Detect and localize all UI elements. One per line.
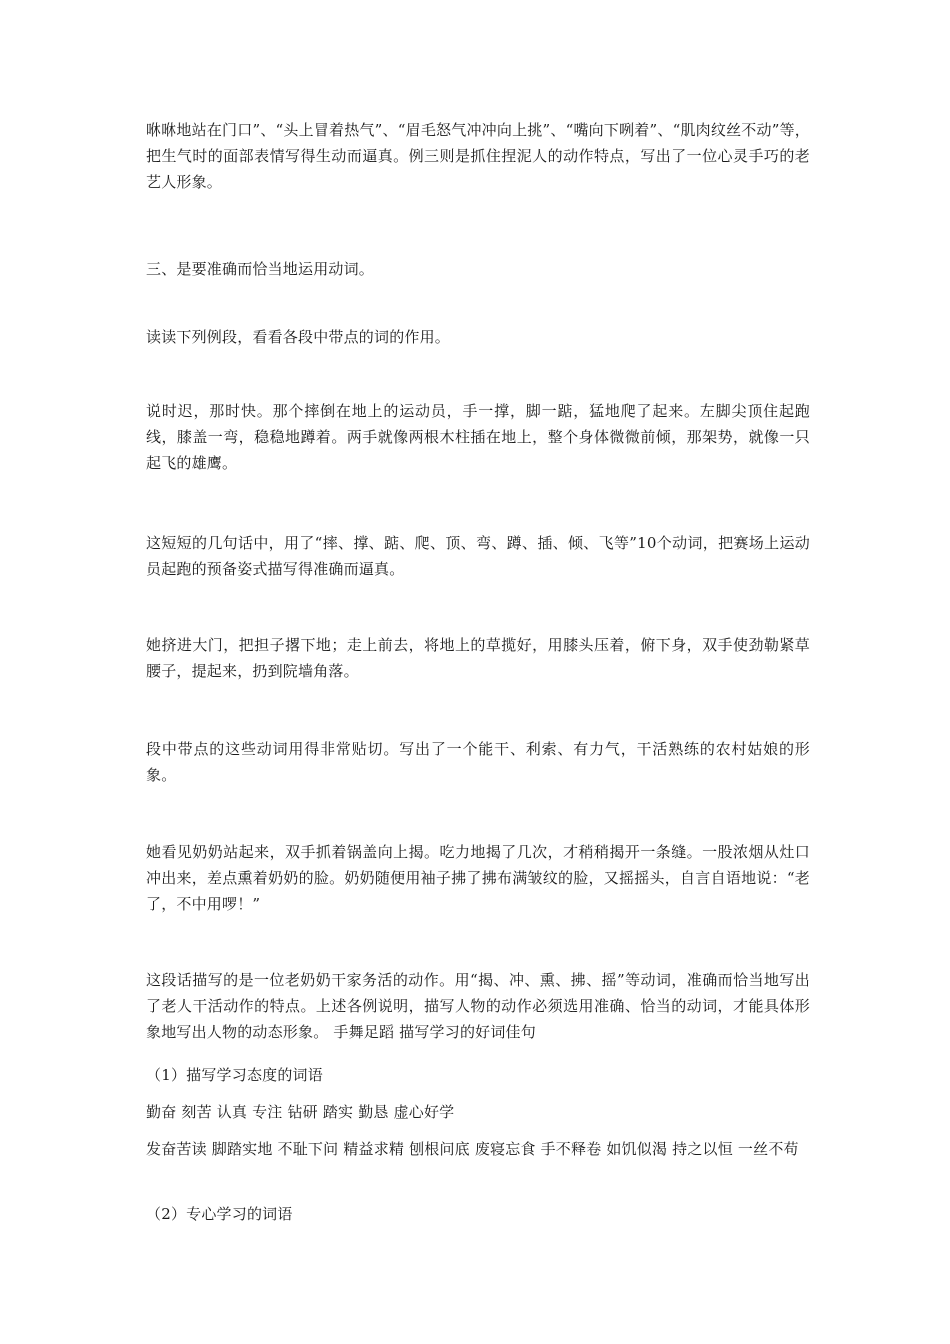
idiom-list-attitude: 发奋苦读 脚踏实地 不耻下问 精益求精 刨根问底 废寝忘食 手不释卷 如饥似渴 持之以恒 一丝不苟 — [146, 1140, 799, 1158]
word-list-attitude: 勤奋 刻苦 认真 专注 钻研 踏实 勤恳 虚心好学 — [146, 1103, 455, 1121]
list-heading-focus: （2）专心学习的词语 — [146, 1205, 293, 1223]
list-heading-attitude: （1）描写学习态度的词语 — [146, 1066, 323, 1084]
paragraph-facial-expression: 咻咻地站在门口”、“头上冒着热气”、“眉毛怒气冲冲向上挑”、“嘴向下咧着”、“肌肉纹丝不动”等，把生气时的面部表情写得生动而逼真。例三则是抓住捏泥人的动作特点，写出了一位心灵手巧的老艺人形象。 — [146, 121, 810, 191]
paragraph-instruction: 读读下列例段，看看各段中带点的词的作用。 — [146, 328, 451, 346]
paragraph-example-grandma: 她看见奶奶站起来，双手抓着锅盖向上揭。吃力地揭了几次，才稍稍揭开一条缝。一股浓烟从灶口冲出来，差点熏着奶奶的脸。奶奶随便用袖子拂了拂布满皱纹的脸，又摇摇头，自言自语地说：“老了，不中用啰！” — [146, 843, 810, 913]
paragraph-example-girl: 她挤进大门，把担子撂下地；走上前去，将地上的草揽好，用膝头压着，俯下身，双手使劲勒紧草腰子，提起来，扔到院墙角落。 — [146, 636, 810, 680]
paragraph-analysis-girl: 段中带点的这些动词用得非常贴切。写出了一个能干、利索、有力气，干活熟练的农村姑娘的形象。 — [146, 740, 810, 784]
paragraph-analysis-grandma: 这段话描写的是一位老奶奶干家务活的动作。用“揭、冲、熏、拂、摇”等动词，准确而恰当地写出了老人干活动作的特点。上述各例说明，描写人物的动作必须选用准确、恰当的动词，才能具体形象地写出人物的动态形象。 手舞足蹈 描写学习的好词佳句 — [146, 971, 810, 1041]
paragraph-example-athlete: 说时迟，那时快。那个摔倒在地上的运动员，手一撑，脚一踮，猛地爬了起来。左脚尖顶住起跑线，膝盖一弯，稳稳地蹲着。两手就像两根木柱插在地上，整个身体微微前倾，那架势，就像一只起飞的雄鹰。 — [146, 402, 810, 472]
section-heading-verbs: 三、是要准确而恰当地运用动词。 — [146, 260, 375, 278]
paragraph-analysis-athlete: 这短短的几句话中，用了“摔、撑、踮、爬、顶、弯、蹲、插、倾、飞等”10个动词，把赛场上运动员起跑的预备姿式描写得准确而逼真。 — [146, 534, 810, 578]
